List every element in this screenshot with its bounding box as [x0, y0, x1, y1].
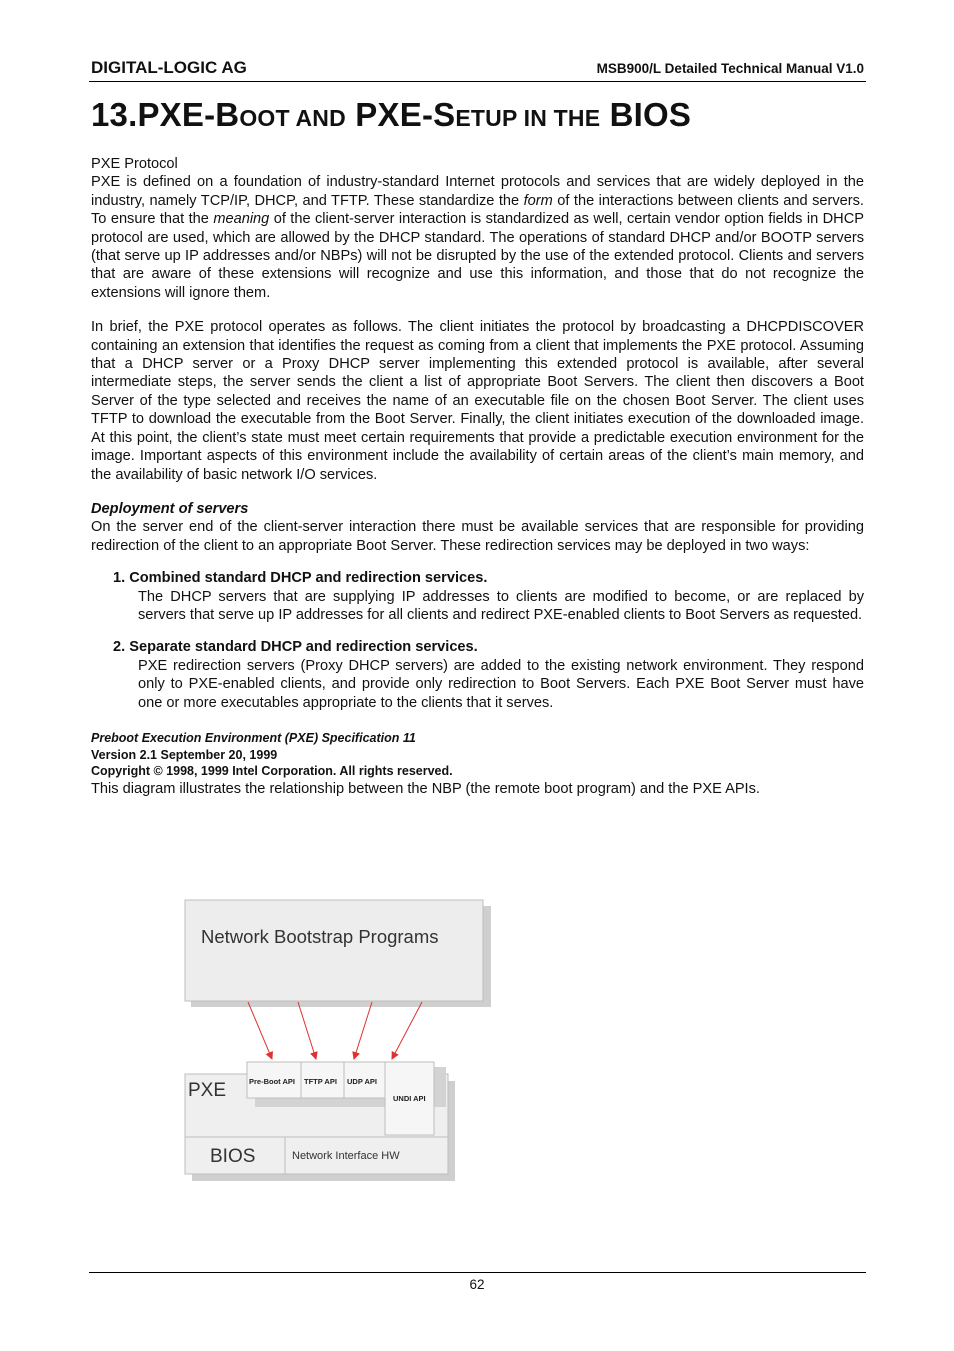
- list-item: [91, 569, 864, 624]
- citation-version: Version 2.1 September 20, 1999: [91, 747, 278, 762]
- preboot-api-label: Pre-Boot API: [249, 1077, 295, 1086]
- arrow-to-preboot-api: [248, 1002, 272, 1059]
- nbp-label: Network Bootstrap Programs: [201, 926, 439, 947]
- list-item-title: 1. Combined standard DHCP and redirection services.: [113, 570, 488, 587]
- paragraph-pxe-operation: In brief, the PXE protocol operates as follows. The client initiates the protocol by broadcasting a DHCPDISCOVER containing an extension that identifies the request as coming from a client that implements the PXE protocol. Assuming that a DHCP server or a Proxy DHCP server implementing this extended protocol is available, after several intermediate steps, the server sends the client a list of appropriate Boot Servers. The client then discovers a Boot Server of the type selected and receives the name of an executable file on the chosen Boot Server. The client uses TFTP to download the executable from the Boot Server. Finally, the client initiates execution of the downloaded image. At this point, the client’s state must meet certain requirements that provide a predictable execution environment for the image. Important aspects of this environment include the availability of certain areas of the client’s main memory, and the availability of basic network I/O services.: [91, 319, 864, 483]
- paragraph-pxe-definition: PXE is defined on a foundation of industry-standard Internet protocols and services that are widely deployed in the industry, namely TCP/IP, DHCP, and TFTP. These standardize the form of the interactions between clients and servers. To ensure that the meaning of the client-server interaction is standardized as well, certain vendor option fields in DHCP protocol are used, which are allowed by the DHCP standard. The operations of standard DHCP and/or BOOTP servers (that serve up IP addresses and/or NBPs) will not be disrupted by the use of the extended protocol. Clients and servers that are aware of these extensions will recognize and use this information, and those that do not recognize the extensions will ignore them.: [91, 174, 864, 301]
- pxe-architecture-diagram: [178, 893, 498, 1188]
- paragraph-deployment: On the server end of the client-server interaction there must be available services that are responsible for providing redirection of the client to an appropriate Boot Server. These redirection services may be deployed in two ways:: [91, 519, 864, 554]
- chapter-title: 13.PXE-BOOT AND PXE-SETUP IN THE BIOS: [91, 96, 692, 133]
- arrow-to-tftp-api: [298, 1002, 316, 1059]
- header-company: DIGITAL-LOGIC AG: [91, 58, 247, 77]
- citation-title: Preboot Execution Environment (PXE) Specification 11: [91, 730, 416, 745]
- nic-hw-label: Network Interface HW: [292, 1150, 400, 1162]
- list-item-body: PXE redirection servers (Proxy DHCP servers) are added to the existing network environment. They respond only to PXE-enabled clients, and provide only redirection to Boot Servers. Each PXE Boot Server must have one or more executables appropriate to the clients that it serves.: [138, 657, 864, 711]
- diagram-caption: This diagram illustrates the relationship between the NBP (the remote boot program) and the PXE APIs.: [91, 780, 760, 797]
- section-heading-deployment: Deployment of servers: [91, 500, 249, 517]
- udp-api-label: UDP API: [347, 1077, 378, 1086]
- page-number: 62: [469, 1277, 485, 1292]
- arrow-to-undi-api: [392, 1002, 422, 1059]
- arrow-to-udp-api: [354, 1002, 372, 1059]
- body-content: [91, 155, 864, 798]
- list-item-body: The DHCP servers that are supplying IP addresses to clients are modified to become, or are replaced by servers that serve up IP addresses for all clients and redirect PXE-enabled clients to Boot Servers as requested.: [138, 588, 864, 623]
- pxe-label: PXE: [188, 1080, 227, 1101]
- list-item: [91, 638, 864, 712]
- citation-copyright: Copyright © 1998, 1999 Intel Corporation. All rights reserved.: [91, 764, 453, 779]
- list-item-title: 2. Separate standard DHCP and redirection services.: [113, 639, 478, 656]
- bios-label: BIOS: [210, 1146, 256, 1167]
- tftp-api-label: TFTP API: [304, 1077, 337, 1086]
- nbp-box: [185, 900, 483, 1001]
- footer-rule: [89, 1272, 866, 1273]
- undi-api-label: UNDI API: [393, 1094, 426, 1103]
- section-heading-pxe-protocol: PXE Protocol: [91, 156, 178, 172]
- citation: [91, 730, 864, 780]
- header-rule: [89, 81, 866, 82]
- header-manual-title: MSB900/L Detailed Technical Manual V1.0: [596, 61, 864, 76]
